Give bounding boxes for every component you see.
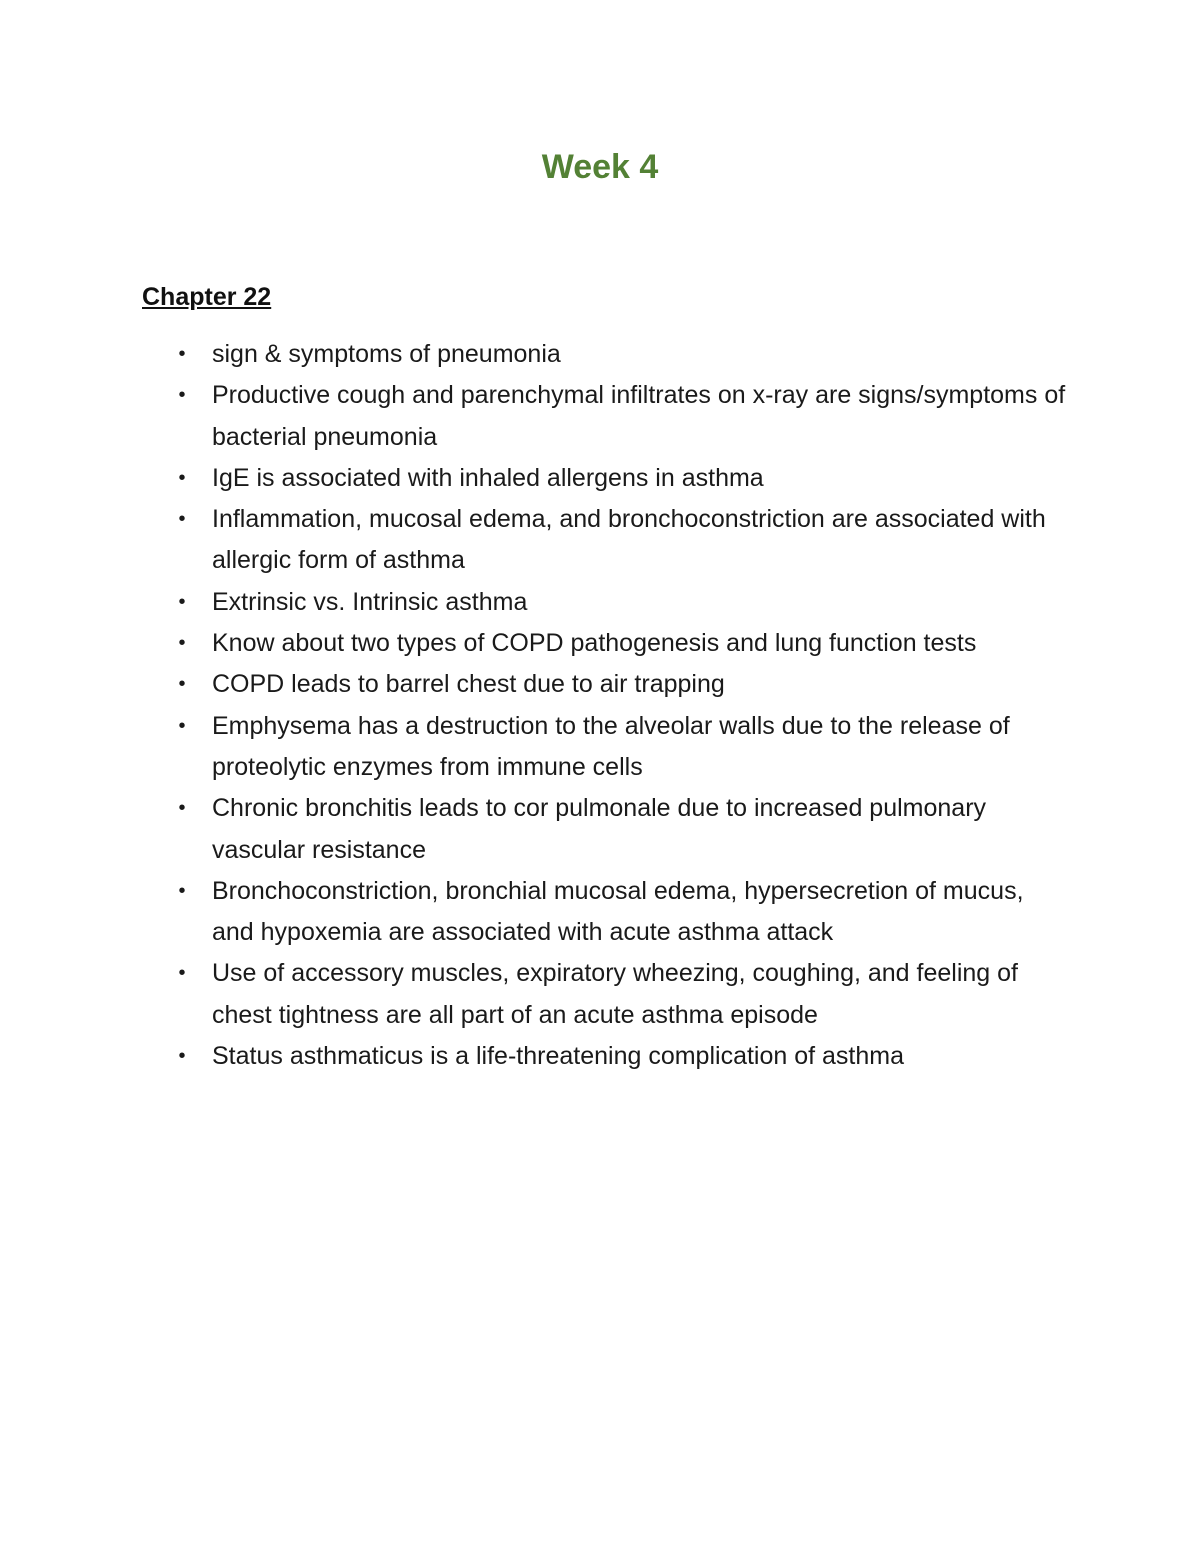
page-title: Week 4 xyxy=(541,148,659,186)
bullet-icon: • xyxy=(178,508,186,531)
list-item-text: Chronic bronchitis leads to cor pulmonale due to increased pulmonary vascular resistance xyxy=(212,794,987,864)
bullet-icon: • xyxy=(178,962,186,985)
bullet-icon: • xyxy=(178,632,186,655)
list-item-text: sign & symptoms of pneumonia xyxy=(212,340,561,368)
list-item-text: Know about two types of COPD pathogenesis and lung function tests xyxy=(212,629,977,658)
list-item-text: Emphysema has a destruction to the alveolar walls due to the release of proteolytic enzymes from immune cells xyxy=(212,711,1010,781)
list-item xyxy=(172,499,1072,582)
bullet-icon: • xyxy=(178,714,186,737)
bullet-icon: • xyxy=(178,797,186,820)
bullet-icon: • xyxy=(178,879,186,902)
list-item-text: Inflammation, mucosal edema, and bronchoconstriction are associated with allergic form of asthma xyxy=(212,505,1046,575)
list-item xyxy=(172,788,1072,871)
chapter-heading: Chapter 22 xyxy=(142,283,272,311)
list-item xyxy=(172,1036,1072,1077)
bullet-icon: • xyxy=(178,384,186,407)
list-item-text: COPD leads to barrel chest due to air trapping xyxy=(212,670,725,699)
bullet-icon: • xyxy=(178,343,186,365)
list-item xyxy=(172,375,1072,458)
list-item xyxy=(172,334,1072,375)
bullet-list xyxy=(172,334,1072,1077)
list-item-text: Bronchoconstriction, bronchial mucosal edema, hypersecretion of mucus, and hypoxemia are associated with acute asthma attack xyxy=(212,876,1024,947)
list-item-text: Status asthmaticus is a life-threatening complication of asthma xyxy=(212,1042,905,1071)
bullet-icon: • xyxy=(178,466,186,489)
list-item xyxy=(172,458,1072,499)
list-item xyxy=(172,582,1072,623)
bullet-icon: • xyxy=(178,673,186,696)
list-item xyxy=(172,706,1072,789)
list-item xyxy=(172,953,1072,1036)
bullet-icon: • xyxy=(178,1045,186,1068)
list-item-text: Extrinsic vs. Intrinsic asthma xyxy=(212,587,528,616)
list-item xyxy=(172,623,1072,664)
list-item-text: Productive cough and parenchymal infiltrates on x-ray are signs/symptoms of bacterial pneumonia xyxy=(212,381,1066,451)
list-item xyxy=(172,871,1072,954)
list-item xyxy=(172,664,1072,705)
bullet-icon: • xyxy=(178,590,186,613)
list-item-text: Use of accessory muscles, expiratory wheezing, coughing, and feeling of chest tightness are all part of an acute asthma episode xyxy=(212,959,1018,1029)
list-item-text: IgE is associated with inhaled allergens in asthma xyxy=(212,463,764,492)
